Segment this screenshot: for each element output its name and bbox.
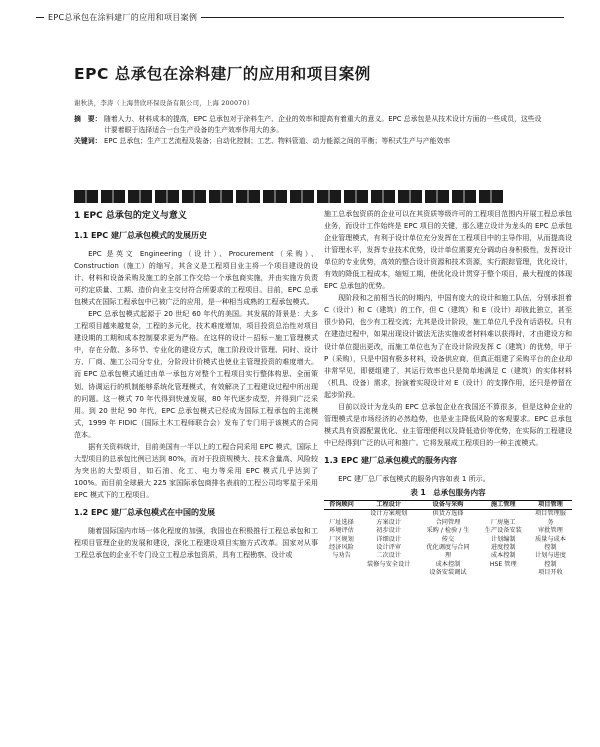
table-cell: 采购 / 检验 / 生: [426, 527, 470, 535]
abstract-row: [74, 114, 544, 136]
table-cell: 成本控制: [435, 560, 461, 568]
table-cell: 理: [444, 552, 452, 560]
section-divider-band: [74, 190, 504, 203]
keywords-text: EPC 总承包；生产工艺流程及装备；自动化控制；工艺、物料管道、动力能源之间的平衡；等积式生产与产能效率: [104, 137, 451, 145]
article-title: EPC 总承包在涂料建厂的应用和项目案例: [74, 65, 371, 83]
table-cell: 设计评审: [376, 544, 402, 552]
paragraph: 目前以设计为龙头的 EPC 总承包企业在我国还不算很多，但是这种企业的管理模式是市场经济的必然趋势，也是业主降低风险的客观要求。EPC 总承包模式具有资源配置优化、业主管理便利以及降低造价等优势，在实际的工程建设中已经得到广泛的认可和推广。它将发展成工程项目的一种主流模式。: [324, 401, 572, 447]
table-cell: 二次设计: [376, 552, 402, 560]
paragraph: 现阶段和之前相当长的时期内，中国有庞大的设计和施工队伍，分别承担着 C（设计）和 C（建筑）的工作，但 C（建筑）和 E（设计）却彼此独立，甚至很少协同，也少有工程交流；尤其是设计阶段，施工单位几乎没有话语权。只有在建造过程中，如果出现设计做法无法实施或者材料难以获得时，才由建设方和设计单位提出更改，而施工单位也为了在设计阶段发挥 C（建筑）的优势，甲于 P（采购），只是中国有极多材料，设备供应商，但真正组建了采购平台的企业却非常罕见，即便组建了，其运行效率也只是简单地满足 C（建筑）的实体材料（机具、设备）需求，扮演着实现设计对 E（设计）的支撑作用，还只是停留在起步阶段。: [324, 293, 572, 399]
table-cell: 项目开收: [538, 569, 563, 577]
table-header-cell: 工程设计: [359, 501, 418, 510]
table-cell: 控制: [544, 544, 557, 552]
paragraph: EPC 总承包模式起源于 20 世纪 60 年代的美国。其发展的背景是：大多工程项目越来越复杂，工程的多元化，技术难度增加，项目投资总治性对项目建设期的工期和成本控制要求更为严格。在这样的设计－招标－施工管理模式中，存在分散、多环节、专业化的建设方式，施工阶段设计管理、同时、设计方、厂商、施工公司分专业，分阶段计价模式也使业主管理投资的难度增大。而 EPC 总承包模式通过由单一承包方对整个工程项目实行整体构思、全面策划、协调运行的机制能够系统化管理模式，有效解决了工程建设过程中所出现的问题。这一模式 70 年代得到快速发展，80 年代逐步成型，并得到广泛采用。到 20 世纪 90 年代，EPC 总承包模式已经成为国际工程承包的主流模式，1999 年 FIDIC（国际土木工程师联合会）发布了专门用于该模式的合同范本。: [74, 309, 318, 439]
table-header-cell: 咨询顾问: [324, 501, 359, 510]
abstract-text: 随着人力、材料成本的提高，EPC 总承包对于涂料生产、企业的效率和提高有着重大的意义。EPC 总承包是从技术设计方面的一些成员，这些设计要着眼于选择适合一台生产设备的生产效率作用大的多。: [104, 115, 542, 134]
table-cell: [478, 569, 529, 577]
running-head: [36, 10, 564, 24]
keywords-row: [74, 136, 544, 147]
table-cell: [324, 510, 359, 519]
left-column: [74, 208, 318, 561]
table-cell: HSE 管理: [489, 560, 517, 568]
table-cell: 务: [547, 518, 554, 526]
keywords-label: 关键词：: [74, 137, 102, 145]
table-cell: 初步设计: [376, 527, 402, 535]
table-cell: [359, 569, 418, 577]
paragraph: 据有关资料统计，目前美国有一半以上的工程合同采用 EPC 模式，国际上大型项目的总承包比例已达到 80%，而对于投资规模大、技术含量高、风险较为突出的大型项目，如石油、化工、电力等采用 EPC 模式几乎达到了 100%。而目前全球最大 225 家国际承包商排名表前的工程公司均零星于采用 EPC 模式下的工程项目。: [74, 441, 318, 499]
table-cell: 优化调度与合同: [426, 544, 470, 552]
table-cell: 厂址选择: [329, 518, 354, 526]
table-cell: 成本控制: [490, 552, 516, 560]
table-cell: 方案设计: [376, 518, 402, 526]
section-heading-1: 1 EPC 总承包的定义与意义: [74, 211, 187, 221]
table-row: [324, 519, 572, 527]
table-cell: 控制: [544, 560, 557, 568]
running-head-text: EPC总承包在涂料建厂的应用和项目案例: [48, 12, 198, 22]
table-body: [324, 510, 572, 578]
table-cell: 合同管理: [435, 518, 461, 526]
section-heading-1-1: 1.1 EPC 建厂总承包模式的发展历史: [74, 231, 207, 240]
table-cell: 计划编制: [490, 535, 516, 543]
table-cell: 传交: [441, 535, 455, 543]
table-row: [324, 527, 572, 535]
table-row: [324, 552, 572, 560]
table-cell: 计划与进度: [534, 552, 566, 560]
table-cell: 设备安装调试: [429, 569, 467, 577]
table-cell: 详细设计: [376, 535, 402, 543]
table-header-cell: 设备与采购: [418, 501, 477, 510]
paragraph: 施工总承包资质的企业可以在其资质等级许可的工程项目范围内开展工程总承包业务，而设计工作始终是 EPC 项目的关键，那么建立设计为龙头的 EPC 总承包企业管理模式，有利于设计单位充分发挥在工程项目中的主导作用，从而提高设计管理水平，发挥专业技术优势，设计单位需要充分调动自身积极性，发挥设计单位的专业优势，高效的整合设计资源和技术资源，实行跟踪管理，优化设计，有效的降低工程成本，缩短工期，使优化设计贯穿于整个项目，最大程度的体现 EPC 总承包的优势。: [324, 209, 572, 291]
service-content-table: [324, 500, 572, 578]
section-heading-1-2: 1.2 EPC 建厂总承包模式在中国的发展: [74, 507, 215, 517]
table-header-row: [324, 501, 572, 510]
section-heading-1-3: 1.3 EPC 建厂总承包模式的服务内容: [324, 455, 457, 465]
paragraph: EPC 建厂总厂承包模式的服务内容如表 1 所示。: [338, 473, 490, 483]
table-cell: 厂区规划: [329, 535, 354, 543]
table-cell: 进度控制: [490, 544, 516, 552]
table-cell: 装修与安全设计: [367, 560, 411, 568]
table-cell: 设计方案规划: [370, 510, 408, 518]
abstract-block: [74, 114, 544, 147]
table-cell: [478, 510, 529, 519]
table-cell: 供货方选择: [432, 510, 464, 518]
table-cell: 环境评估: [329, 527, 354, 535]
article-authors: 谢秋洪，李涛（上海普欣环保设备有限公司，上海 200070）: [74, 99, 254, 107]
table-cell: 经济风险: [329, 544, 354, 552]
right-column: [324, 208, 572, 578]
table-header-cell: 项目管理: [529, 501, 572, 510]
table-cell: 项目管理服: [534, 510, 566, 518]
table-cell: 厂房施工: [490, 518, 516, 526]
paragraph: 随着国际国内市场一体化程度的加强，我国也在积极推行工程总承包和工程项目管理企业的发展和建设，深化工程建设项目实施方式改革。国家对从事工程总承包的企业不专门设立工程总承包资质，具有工程勘察、设计或: [74, 525, 318, 560]
running-head-rule-right: [201, 17, 564, 18]
running-head-rule-left: [36, 17, 44, 18]
table-cell: [324, 561, 359, 569]
table-header-cell: 施工管理: [478, 501, 529, 510]
table-row: [324, 536, 572, 544]
table-cell: 与劝告: [332, 552, 351, 560]
table-cell: 质量与成本: [534, 535, 566, 543]
table-cell: [324, 569, 359, 577]
table-cell: 审批管理: [538, 527, 563, 535]
table-row: [324, 510, 572, 519]
table-cell: 生产设备安装: [484, 527, 522, 535]
table-caption: 表 1 总承包服务内容: [410, 487, 486, 497]
table-row: [324, 569, 572, 577]
paragraph: EPC 是英文 Engineering（设计）、Procurement（采购）、Construction（施工）的缩写，其含义是工程项目业主将一个项目建设的设计、材料和设备采购及施工的全部工作交给一个承包商实施，并由实施方负责可约定质量、工期、造价向业主交付符合所要求的工程项目。目前，EPC 总承包模式在国际工程承包中已被广泛的应用，是一种相当成熟的工程承包模式。: [74, 249, 318, 307]
abstract-label: 摘 要：: [74, 115, 102, 123]
